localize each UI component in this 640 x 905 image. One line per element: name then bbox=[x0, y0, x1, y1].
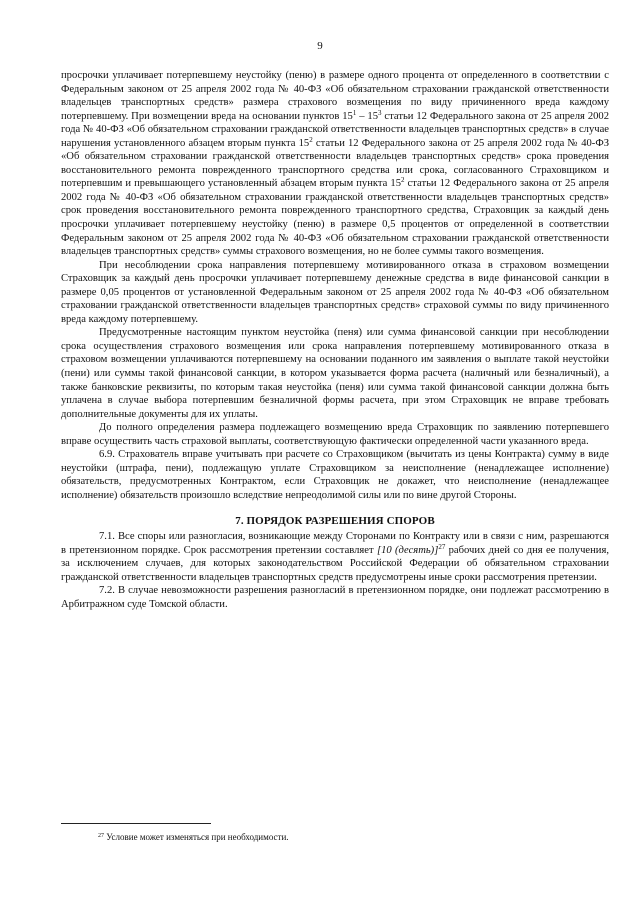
paragraph-financial-sanction: При несоблюдении срока направления потерпевшему мотивированного отказа в страховом возмещении Страховщик за каждый день просрочки уплачивает потерпевшему денежные средства в виде финансовой санкции в размере 0,05 процентов от установленной Федеральным законом от 25 апреля 2002 года № 40-ФЗ «Об обязательном страховании гражданской ответственности владельцев транспортных средств» страховой суммы по виду причиненного вреда каждому потерпевшему. bbox=[61, 259, 609, 325]
page-number: 9 bbox=[317, 40, 323, 52]
paragraph-partial-payment: До полного определения размера подлежащего возмещению вреда Страховщик по заявлению потерпевшего вправе осуществить часть страховой выплаты, соответствующую фактически определенной части указанного вреда. bbox=[61, 422, 609, 447]
footnote-number: 27 bbox=[98, 833, 104, 839]
paragraph-payment-procedure: Предусмотренные настоящим пунктом неустойка (пеня) или сумма финансовой санкции при несоблюдении срока осуществления страхового возмещения или срока направления потерпевшему мотивированного отказа в страховом возмещении уплачиваются потерпевшему на основании поданного им заявления о выплате такой неустойки (пени) или суммы такой финансовой санкции, в котором указывается форма расчета (наличный или безналичный), а также банковские реквизиты, по которым такая неустойка (пеня) или сумма такой финансовой санкции должна быть уплачена в случае выбора потерпевшим безналичной формы расчета, при этом Страховщик не вправе требовать дополнительные документы для их уплаты. bbox=[61, 327, 609, 420]
paragraph-penalty-repair: просрочки уплачивает потерпевшему неустойку (пеню) в размере одного процента от определенного в соответствии с Федеральным законом от 25 апреля 2002 года № 40-ФЗ «Об обязательном страховании гражданской ответственности владельцев транспортных средств» размера страхового возмещения по виду причиненного вреда каждому потерпевшему. При возмещении вреда на основании пунктов $15^1 - 15^3$ статьи 12 Федерального закона от 25 апреля 2002 года № 40-ФЗ «Об обязательном страховании гражданской ответственности владельцев транспортных средств» в случае нарушения установленного абзацем вторым пункта $15^2$ статьи 12 Федерального закона от 25 апреля 2002 года № 40-ФЗ «Об обязательном страховании гражданской ответственности владельцев транспортных средств» срока проведения восстановительного ремонта поврежденного транспортного средства или срока, согласованного Страховщиком и потерпевшим и превышающего установленный абзацем вторым пункта $15^2$ статьи 12 Федерального закона от 25 апреля 2002 года № 40-ФЗ «Об обязательном страховании гражданской ответственности владельцев транспортных средств» срок проведения восстановительного ремонта поврежденного транспортного средства, Страховщик за каждый день просрочки уплачивает потерпевшему неустойку (пеню) в размере 0,5 процентов от определенной в соответствии Федеральным законом от 25 апреля 2002 года № 40-ФЗ «Об обязательном страховании гражданской ответственности владельцев транспортных средств» суммы страхового возмещения, но не более суммы такого возмещения. bbox=[61, 70, 610, 258]
paragraph-6-9: 6.9. Страхователь вправе учитывать при расчете со Страховщиком (вычитать из цены Контракта) сумму в виде неустойки (штрафа, пени), подлежащую уплате Страховщиком за неисполнение (ненадлежащее исполнение) обязательств, предусмотренных Контрактом, если Страховщик не докажет, что неисполнение (ненадлежащее исполнение) обязательств произошло вследствие непреодолимой силы или по вине другой Стороны. bbox=[61, 449, 609, 501]
footnote-text: Условие может изменяться при необходимости. bbox=[104, 832, 289, 842]
paragraph-7-2: 7.2. В случае невозможности разрешения разногласий в претензионном порядке, они подлежат рассмотрению в Арбитражном суде Томской области. bbox=[61, 585, 609, 610]
footnote bbox=[98, 832, 289, 843]
footnote-reference: 27 bbox=[438, 542, 446, 551]
footnote-separator bbox=[61, 823, 211, 824]
paragraph-7-1: 7.1. Все споры или разногласия, возникающие между Сторонами по Контракту или в связи с ним, разрешаются в претензионном порядке. Срок рассмотрения претензии составляет [10 (десять)]$^{27}$ рабочих дней со дня ее получения, за исключением случаев, для которых законодательством Российской Федерации об обязательном страховании гражданской ответственности владельцев транспортных средств предусмотрены иные сроки рассмотрения претензии. bbox=[61, 531, 609, 583]
claim-term-placeholder: [10 (десять)] bbox=[376, 544, 439, 556]
section-heading-disputes: 7. ПОРЯДОК РАЗРЕШЕНИЯ СПОРОВ bbox=[235, 514, 435, 527]
document-body bbox=[61, 69, 609, 611]
